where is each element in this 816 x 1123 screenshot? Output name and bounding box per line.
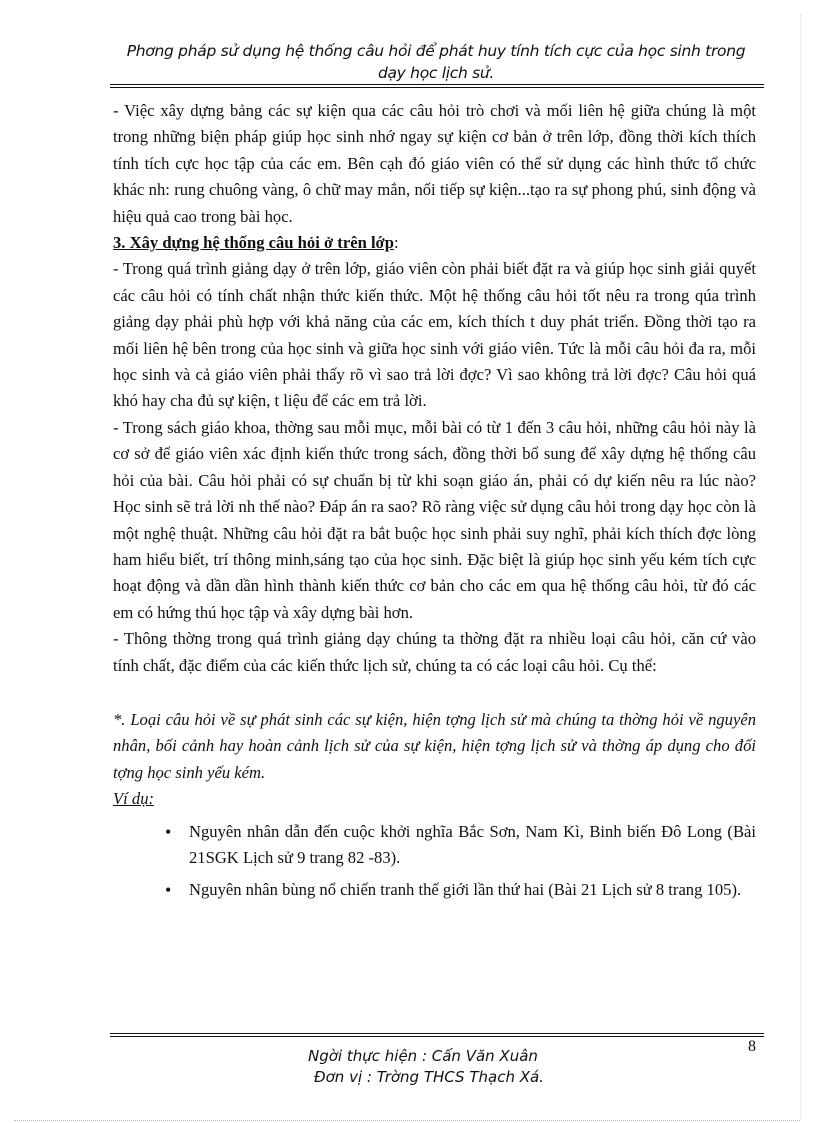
footer-unit: Đơn vị : Trờng THCS Thạch Xá.	[314, 1068, 544, 1086]
list-item-text: Nguyên nhân dẫn đến cuộc khởi nghĩa Bắc Sơn, Nam Kì, Binh biến Đô Long (Bài 21SGK Lịch sử 9 trang 82 -83).	[189, 821, 756, 867]
example-list	[113, 819, 756, 904]
section-heading-line	[113, 230, 756, 256]
footer-rule-bottom	[110, 1036, 764, 1037]
list-item	[113, 877, 756, 903]
section-heading: 3. Xây dựng hệ thống câu hỏi ở trên lớp	[113, 233, 394, 253]
example-label: Ví dụ:	[113, 789, 155, 809]
paragraph-1: - Việc xây dựng bảng các sự kiện qua các câu hỏi trò chơi và mối liên hệ giữa chúng là một trong những biện pháp giúp học sinh nhớ ngay sự kiện cơ bản ở trên lớp, đồng thời kích thích tính tích cực học tập của các em. Bên cạh đó giáo viên có thể sử dụng các hình thức tổ chức khác nh: rung chuông vàng, ô chữ may mắn, nối tiếp sự kiện...tạo ra sự phong phú, sinh động và hiệu quả cao trong bài học.	[113, 101, 756, 226]
document-title	[110, 40, 762, 84]
list-item	[113, 819, 756, 872]
page-content	[113, 98, 756, 910]
paragraph-3: - Trong sách giáo khoa, thờng sau mỗi mục, mỗi bài có từ 1 đến 3 câu hỏi, những câu hỏi này là cơ sở để giáo viên xác định kiến thức trong sách, đồng thời bổ sung để xây dựng hệ thống câu hỏi của bài. Câu hỏi phải có sự chuẩn bị từ khi soạn giáo án, phải có dự kiến nêu ra lúc nào? Học sinh sẽ trả lời nh thế nào? Đáp án ra sao? Rõ ràng việc sử dụng câu hỏi trong dạy học còn là một nghệ thuật. Những câu hỏi đặt ra bắt buộc học sinh phải suy nghĩ, phải kích thích đợc lòng ham hiểu biết, trí thông minh,sáng tạo của học sinh. Đặc biệt là giúp học sinh yếu kém tích cực hoạt động và dần dần hình thành kiến thức cơ bản cho các em qua hệ thống câu hỏi, từ đó các em có hứng thú học tập và xây dựng bài hơn.	[113, 417, 756, 622]
section-heading-colon: :	[393, 233, 399, 253]
page-border-right	[800, 14, 801, 1120]
page-number: 8	[748, 1038, 756, 1055]
paragraph-2: - Trong quá trình giảng dạy ở trên lớp, giáo viên còn phải biết đặt ra và giúp học sinh giải quyết các câu hỏi có tính chất nhận thức kiến thức. Một hệ thống câu hỏi tốt nêu ra trong qúa trình giảng dạy phải phù hợp với khả năng của các em, kích thích t duy phát triển. Đồng thời tạo ra mối liên hệ bên trong của học sinh và giữa học sinh với giáo viên. Tức là mỗi câu hỏi đa ra, mỗi học sinh và cả giáo viên phải thấy rõ vì sao trả lời đợc? Vì sao không trả lời đợc? Câu hỏi quá khó hay cha đủ sự kiện, t liệu để các em trả lời.	[113, 259, 756, 411]
footer-rule-top	[110, 1033, 764, 1034]
paragraph-5: *. Loại câu hỏi về sự phát sinh các sự kiện, hiện tợng lịch sử mà chúng ta thờng hỏi về nguyên nhân, bối cảnh hay hoàn cảnh lịch sử của sự kiện, hiện tợng lịch sử và thờng áp dụng cho đối tợng học sinh yếu kém.	[113, 709, 756, 782]
paragraph-4: - Thông thờng trong quá trình giảng dạy chúng ta thờng đặt ra nhiều loại câu hỏi, căn cứ vào tính chất, đặc điểm của các kiến thức lịch sử, chúng ta có các loại câu hỏi. Cụ thể:	[113, 629, 756, 675]
list-item-text: Nguyên nhân bùng nổ chiến tranh thế giới lần thứ hai (Bài 21 Lịch sử 8 trang 105).	[189, 880, 742, 900]
footer-author: Ngời thực hiện : Cấn Văn Xuân	[308, 1047, 538, 1065]
bullet-icon: •	[165, 821, 172, 842]
header-rule-bottom	[110, 87, 764, 88]
document-title-line-2: dạy học lịch sử.	[377, 64, 495, 82]
page-border-bottom	[14, 1120, 800, 1121]
header-rule-top	[110, 84, 764, 85]
bullet-icon: •	[165, 880, 172, 901]
document-title-line-1: Phơng pháp sử dụng hệ thống câu hỏi để phát huy tính tích cực của học sinh trong	[126, 42, 746, 60]
